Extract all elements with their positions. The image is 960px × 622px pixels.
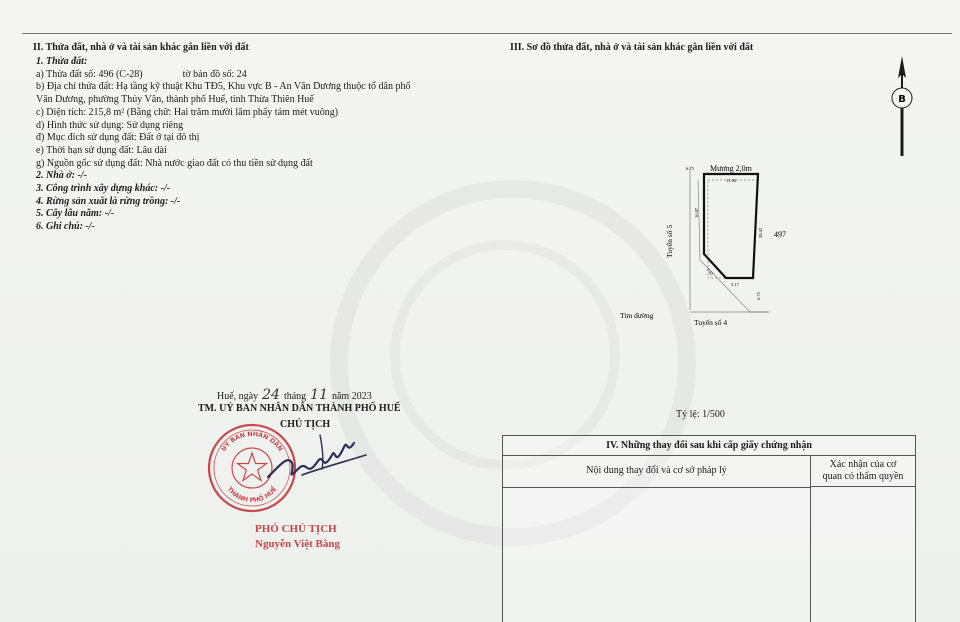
date-month-label: tháng [283, 391, 307, 402]
parcel-diagram [610, 160, 810, 335]
signature-icon [262, 425, 372, 495]
centerline-label: Tim đường [620, 311, 654, 320]
issuing-org: TM. UỶ BAN NHÂN DÂN THÀNH PHỐ HUẾ [198, 403, 401, 414]
scale-label: Tỷ lệ: 1/500 [676, 409, 725, 420]
dim-bottom: 5.17 [731, 282, 739, 287]
signer-name: Nguyễn Việt Bằng [255, 538, 340, 550]
use-form-line: d) Hình thức sử dụng: Sử dụng riêng [36, 119, 184, 131]
dim-left: 16.07 [694, 207, 699, 218]
seal-text-bottom: THÀNH PHỐ HUẾ [225, 485, 279, 505]
parcel-number: a) Thửa đất số: 496 (C-28) [36, 68, 143, 80]
changes-col-confirmation [811, 455, 915, 487]
north-label: B [898, 94, 906, 105]
house-line: 2. Nhà ở: -/- [36, 170, 87, 182]
dim-top-left: 6.75 [686, 166, 694, 171]
confirmation-line-2: quan có thẩm quyền [822, 471, 904, 482]
map-sheet: tờ bản đồ số: 24 [182, 68, 247, 80]
address-line-2: Vân Dương, phường Thủy Vân, thành phố Huế, tỉnh Thừa Thiên Huế [36, 94, 314, 106]
neighbor-parcel: 497 [774, 230, 786, 239]
road-5-label: Tuyến số 5 [665, 224, 674, 258]
date-day: 24 [262, 387, 280, 403]
section-3-title: III. Sơ đồ thửa đất, nhà ở và tài sản khác gắn liền với đất [510, 42, 754, 53]
land-heading: 1. Thửa đất: [36, 56, 88, 67]
parcel-line [36, 69, 410, 82]
address-line-1: b) Địa chỉ thửa đất: Hạ tầng kỹ thuật Khu TĐ5, Khu vực B - An Vân Dương thuộc tổ dân phố [36, 81, 411, 93]
term-line: e) Thời hạn sử dụng đất: Lâu dài [36, 144, 167, 156]
north-arrow-icon [888, 56, 916, 166]
date-place: Huế, ngày [217, 391, 259, 402]
changes-col-content: Nội dung thay đổi và cơ sở pháp lý [503, 455, 810, 488]
dim-top: 11.00 [726, 178, 736, 183]
section-2-title: II. Thửa đất, nhà ở và tài sản khác gắn liền với đất [33, 42, 249, 53]
purpose-line: đ) Mục đích sử dụng đất: Đất ở tại đô thị [36, 132, 200, 144]
confirmation-line-1: Xác nhận của cơ [829, 459, 897, 470]
dim-diagonal: 7.42 [705, 267, 715, 277]
forest-line: 4. Rừng sản xuất là rừng trồng: -/- [36, 195, 181, 207]
chair-title: CHỦ TỊCH [280, 419, 331, 430]
area-line: c) Diện tích: 215,8 m² (Bằng chữ: Hai trăm mười lăm phẩy tám mét vuông) [36, 106, 339, 118]
canal-label: Mương 2,0m [710, 164, 752, 173]
date-year: năm 2023 [331, 391, 372, 402]
top-rule [22, 33, 952, 34]
perennial-line: 5. Cây lâu năm: -/- [36, 208, 115, 220]
section-4-title: IV. Những thay đổi sau khi cấp giấy chứng nhận [503, 436, 915, 456]
seal-text-top: ỦY BAN NHÂN DÂN [220, 430, 284, 453]
vice-chair-title: PHÓ CHỦ TỊCH [255, 523, 337, 535]
changes-table [502, 435, 916, 622]
land-info [36, 56, 410, 234]
signing-date [217, 387, 372, 403]
construction-line: 3. Công trình xây dựng khác: -/- [36, 183, 171, 195]
date-month: 11 [310, 387, 328, 403]
dim-bottom-right: 6.75 [756, 292, 761, 300]
dim-right: 20.42 [758, 227, 763, 238]
notes-line: 6. Ghi chú: -/- [36, 221, 95, 233]
origin-line: g) Nguồn gốc sử dụng đất: Nhà nước giao đất có thu tiền sử dụng đất [36, 157, 313, 169]
road-4-label: Tuyến số 4 [694, 318, 728, 327]
